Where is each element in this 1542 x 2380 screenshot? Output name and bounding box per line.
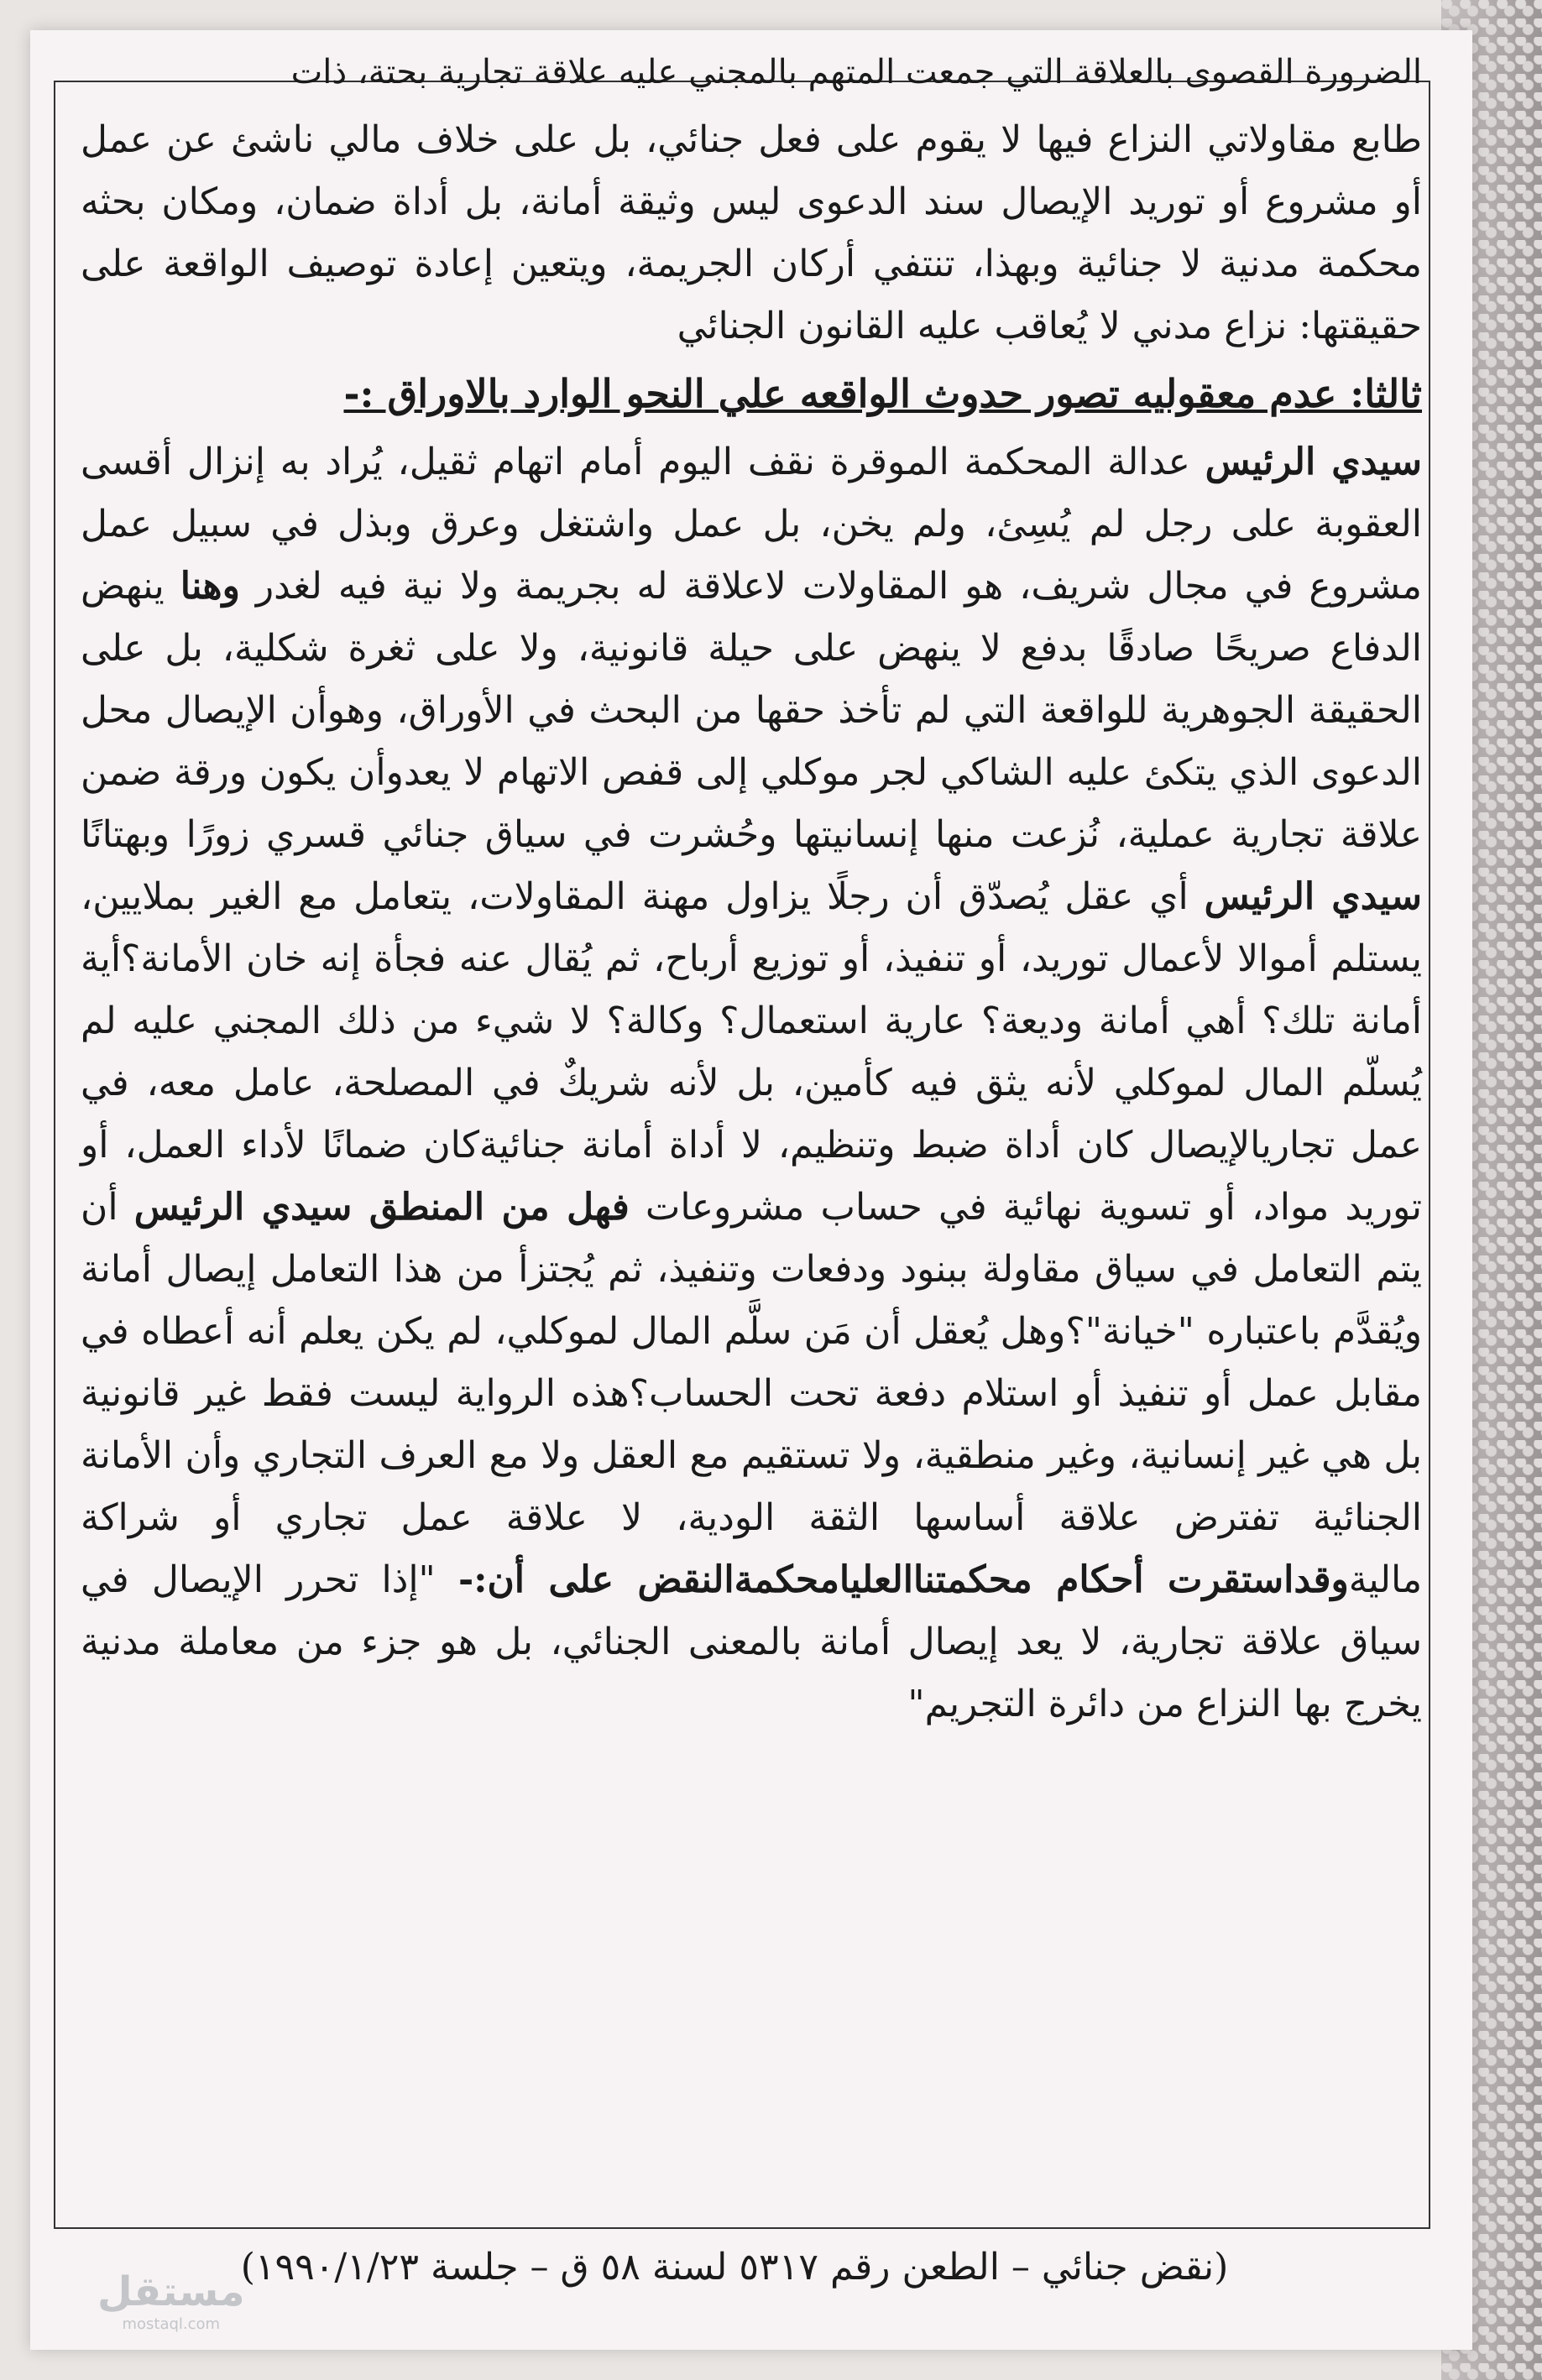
- watermark-latin: mostaql.com: [122, 2315, 221, 2333]
- argument-text-d: أن يتم التعامل في سياق مقاولة ببنود ودفعات وتنفيذ، ثم يُجتزأ من هذا التعامل إيصال أمانة ويُقدَّم باعتباره "خيانة"؟وهل يُعقل أن مَن سلَّم المال لموكلي، لم يكن يعلم أنه أعطاه في مقابل عمل أو تنفيذ أو استلام دفعة تحت الحساب؟هذه الرواية ليست فقط غير قانونية بل هي غير إنسانية، وغير منطقية، ولا تستقيم مع العقل ولا مع العرف التجاري وأن الأمانة الجنائية تفترض علاقة أساسها الثقة الودية، لا علاقة عمل تجاري أو شراكة مالية: [81, 1186, 1423, 1601]
- rhetorical-question: فهل من المنطق سيدي الرئيس: [133, 1186, 630, 1229]
- court-ruling-quote: "إذا تحرر الإيصال في سياق علاقة تجارية، لا يعد إيصال أمانة بالمعنى الجنائي، بل هو جزء من معاملة مدنية يخرج بها النزاع من دائرة التجريم": [81, 1558, 1422, 1725]
- address-phrase: سيدي الرئيس: [1205, 441, 1422, 483]
- argument-text-a: عدالة المحكمة الموقرة نقف اليوم أمام اتهام ثقيل، يُراد به إنزال أقسى العقوبة على رجل لم يُسِئ، ولم يخن، بل عمل واشتغل وعرق وبذل في سبيل عمل مشروع في مجال شريف، هو المقاولات لاعلاقة له بجريمة ولا نية فيه لغدر: [81, 441, 1423, 608]
- emphasis-here: وهنا: [180, 565, 240, 608]
- paragraph-civil-dispute: طابع مقاولاتي النزاع فيها لا يقوم على فعل جنائي، بل على خلاف مالي ناشئ عن عمل أو مشروع أو توريد الإيصال سند الدعوى ليس وثيقة أمانة، بل أداة ضمان، ومكان بحثه محكمة مدنية لا جنائية وبهذا، تنتفي أركان الجريمة، ويتعين إعادة توصيف الواقعة على حقيقتها: نزاع مدني لا يُعاقب عليه القانون الجنائي: [81, 118, 1422, 347]
- argument-text-c: أي عقل يُصدّق أن رجلًا يزاول مهنة المقاولات، يتعامل مع الغير بملايين، يستلم أموالا لأعمال توريد، أو تنفيذ، أو توزيع أرباح، ثم يُقال عنه فجأة إنه خان الأمانة؟أية أمانة تلك؟ أهي أمانة وديعة؟ عارية استعمال؟ وكالة؟ لا شيء من ذلك المجني عليه لم يُسلّم المال لموكلي لأنه يثق فيه كأمين، بل لأنه شريكٌ في المصلحة، عامل معه، في عمل تجاريالإيصال كان أداة ضبط وتنظيم، لا أداة أمانة جنائيةكان ضمانًا لأداء العمل، أو توريد مواد، أو تسوية نهائية في حساب مشروعات: [81, 875, 1422, 1229]
- document-page: [30, 30, 1472, 2350]
- argument-text-b: ينهض الدفاع صريحًا صادقًا بدفع لا ينهض على حيلة قانونية، ولا على ثغرة شكلية، بل على الحقيقة الجوهرية للواقعة التي لم تأخذ حقها من البحث في الأوراق، وهوأن الإيصال محل الدعوى الذي يتكئ عليه الشاكي لجر موكلي إلى قفص الاتهام لا يعدوأن يكون ورقة ضمن علاقة تجارية عملية، نُزعت منها إنسانيتها وحُشرت في سياق جنائي قسري زورًا وبهتانًا: [81, 565, 1422, 856]
- address-phrase-2: سيدي الرئيس: [1204, 875, 1422, 918]
- section-heading-third: ثالثا: عدم معقوليه تصور حدوث الواقعه علي النحو الوارد بالاوراق :-: [343, 371, 1422, 416]
- top-line: الضرورة القصوى بالعلاقة التي جمعت المتهم بالمجني عليه علاقة تجارية بحتة، ذات: [290, 53, 1422, 91]
- document-body: [81, 47, 1422, 1735]
- watermark-arabic: مستقل: [97, 2268, 245, 2315]
- case-citation: (نقض جنائي – الطعن رقم ٥٣١٧ لسنة ٥٨ ق – جلسة ١٩٩٠/١/٢٣): [240, 2246, 1229, 2289]
- mostaql-watermark: [97, 2268, 245, 2333]
- court-ruling-intro: وقداستقرت أحكام محكمتناالعليامحكمةالنقض على أن:-: [457, 1558, 1349, 1601]
- paragraph-argument: [81, 431, 1422, 1735]
